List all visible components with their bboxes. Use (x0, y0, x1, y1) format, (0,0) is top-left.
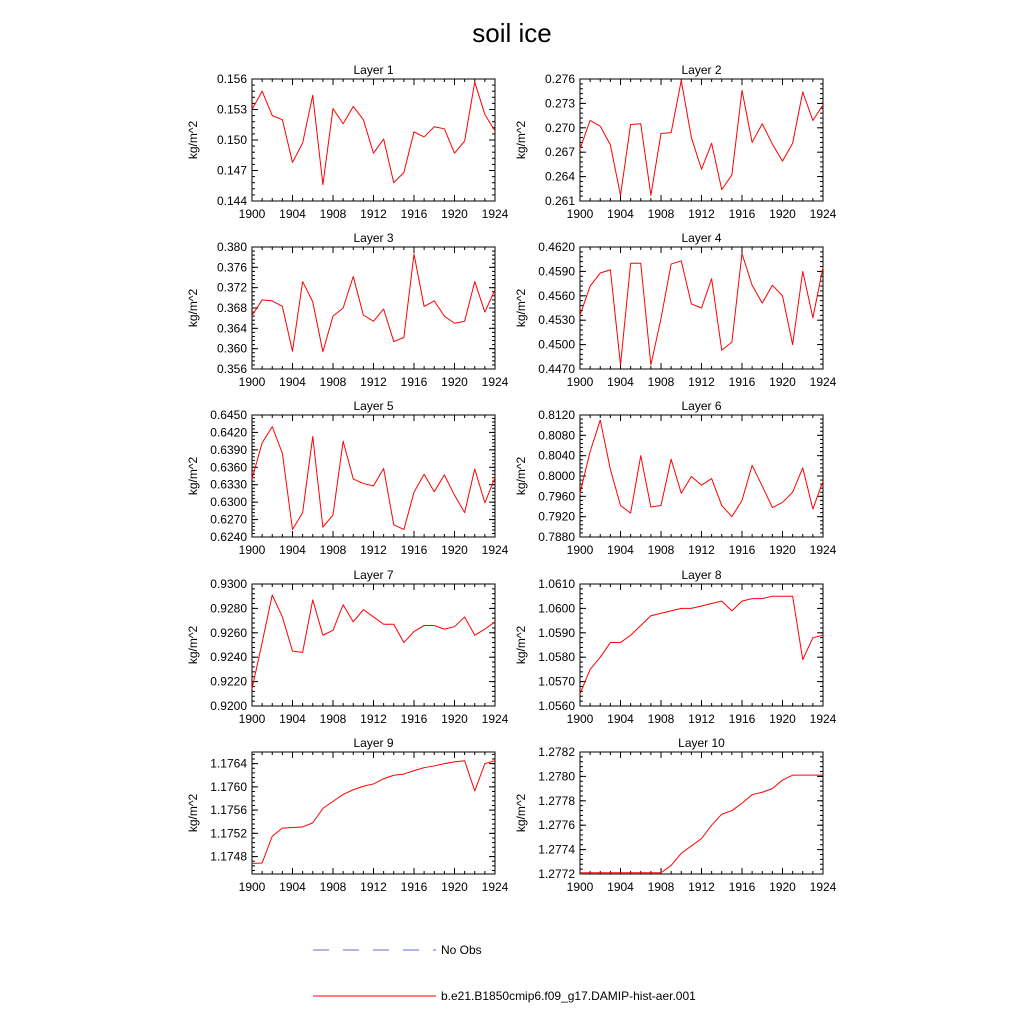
x-tick-label: 1900 (238, 712, 266, 726)
legend (313, 943, 696, 1003)
x-tick-label: 1908 (647, 880, 675, 894)
panels-group (186, 63, 837, 894)
x-tick-label: 1924 (481, 375, 509, 389)
panel-title: Layer 8 (681, 568, 722, 582)
y-tick-label: 0.4500 (538, 337, 575, 352)
y-tick-label: 0.144 (216, 194, 247, 208)
y-tick-label: 0.156 (216, 72, 247, 86)
series-line (252, 254, 495, 352)
x-tick-label: 1924 (481, 880, 509, 894)
y-tick-label: 0.356 (216, 362, 247, 376)
x-tick-label: 1916 (728, 375, 756, 389)
y-tick-label: 1.2778 (538, 793, 575, 808)
y-tick-label: 0.9260 (210, 625, 247, 640)
x-tick-label: 1920 (769, 207, 796, 221)
y-tick-label: 0.7920 (538, 509, 575, 524)
x-tick-label: 1912 (688, 880, 715, 894)
y-tick-label: 0.6240 (210, 530, 247, 544)
y-tick-label: 0.6270 (210, 512, 247, 527)
y-tick-label: 0.6390 (210, 442, 247, 457)
y-tick-label: 0.364 (216, 321, 247, 336)
panel-title: Layer 6 (681, 399, 722, 413)
plot-frame (252, 247, 495, 369)
y-tick-label: 0.8120 (538, 408, 575, 422)
x-tick-label: 1908 (319, 712, 347, 726)
plot-frame (580, 584, 823, 706)
x-tick-label: 1908 (647, 712, 675, 726)
x-tick-label: 1900 (566, 375, 594, 389)
x-tick-label: 1900 (566, 207, 594, 221)
y-tick-label: 0.4470 (538, 362, 575, 376)
y-axis-label: kg/m^2 (186, 793, 200, 833)
x-tick-label: 1912 (360, 207, 387, 221)
y-axis-label: kg/m^2 (514, 456, 528, 496)
x-tick-label: 1912 (360, 712, 387, 726)
x-tick-label: 1908 (647, 207, 675, 221)
y-tick-label: 0.380 (216, 240, 247, 254)
x-tick-label: 1920 (769, 880, 796, 894)
series-line (580, 81, 823, 196)
x-tick-label: 1904 (279, 880, 306, 894)
x-tick-label: 1908 (319, 543, 347, 557)
panel-title: Layer 1 (353, 63, 394, 77)
y-tick-label: 1.0590 (538, 625, 575, 640)
plot-frame (580, 415, 823, 537)
x-tick-label: 1924 (809, 880, 837, 894)
y-axis-label: kg/m^2 (186, 120, 200, 160)
x-tick-label: 1920 (441, 375, 468, 389)
y-tick-label: 1.0610 (538, 577, 575, 591)
y-tick-label: 1.1760 (210, 779, 247, 794)
y-tick-label: 1.2774 (538, 842, 575, 857)
y-tick-label: 0.9200 (210, 699, 247, 713)
x-tick-label: 1908 (647, 375, 675, 389)
plot-frame (580, 79, 823, 201)
y-tick-label: 0.276 (544, 72, 575, 86)
x-tick-label: 1900 (566, 543, 594, 557)
series-line (252, 427, 495, 530)
x-tick-label: 1904 (607, 543, 634, 557)
x-tick-label: 1920 (769, 375, 796, 389)
y-tick-label: 1.2780 (538, 769, 575, 784)
y-tick-label: 0.150 (216, 133, 247, 147)
x-tick-label: 1916 (728, 543, 756, 557)
legend-no-obs-label: No Obs (441, 943, 482, 957)
y-tick-label: 0.6360 (210, 460, 247, 475)
y-axis-label: kg/m^2 (514, 625, 528, 665)
x-tick-label: 1912 (360, 543, 387, 557)
y-tick-label: 0.270 (544, 120, 575, 135)
y-tick-label: 0.9240 (210, 650, 247, 665)
panel-title: Layer 2 (681, 63, 722, 77)
x-tick-label: 1916 (400, 880, 428, 894)
y-tick-label: 0.7880 (538, 530, 575, 544)
panel-layer-7 (186, 568, 509, 726)
y-tick-label: 0.376 (216, 260, 247, 275)
x-tick-label: 1916 (728, 207, 756, 221)
x-tick-label: 1920 (769, 543, 796, 557)
y-tick-label: 0.9300 (210, 577, 247, 591)
series-line (252, 595, 495, 689)
x-tick-label: 1900 (566, 712, 594, 726)
x-tick-label: 1908 (319, 375, 347, 389)
y-tick-label: 0.6330 (210, 477, 247, 492)
y-tick-label: 0.368 (216, 301, 247, 315)
x-tick-label: 1924 (481, 207, 509, 221)
plot-frame (252, 79, 495, 201)
x-tick-label: 1924 (481, 712, 509, 726)
plot-frame (252, 752, 495, 874)
y-tick-label: 0.273 (544, 96, 575, 111)
y-tick-label: 0.4530 (538, 313, 575, 328)
y-tick-label: 1.2776 (538, 818, 575, 833)
panel-title: Layer 5 (353, 399, 394, 413)
y-tick-label: 0.9220 (210, 674, 247, 689)
x-tick-label: 1916 (400, 712, 428, 726)
y-tick-label: 0.261 (544, 194, 575, 208)
panel-title: Layer 3 (353, 231, 394, 245)
x-tick-label: 1904 (607, 880, 634, 894)
panel-layer-10 (514, 736, 837, 894)
y-tick-label: 0.6420 (210, 425, 247, 440)
y-tick-label: 1.2772 (538, 867, 575, 881)
x-tick-label: 1920 (769, 712, 796, 726)
x-tick-label: 1900 (238, 880, 266, 894)
series-line (580, 596, 823, 694)
y-tick-label: 0.6300 (210, 495, 247, 510)
y-tick-label: 0.4620 (538, 240, 575, 254)
x-tick-label: 1900 (238, 207, 266, 221)
y-tick-label: 0.267 (544, 145, 575, 160)
x-tick-label: 1916 (728, 880, 756, 894)
x-tick-label: 1908 (647, 543, 675, 557)
y-axis-label: kg/m^2 (514, 120, 528, 160)
panel-layer-8 (514, 568, 837, 726)
y-axis-label: kg/m^2 (514, 288, 528, 328)
panel-layer-3 (186, 231, 509, 389)
y-tick-label: 1.1748 (210, 849, 247, 864)
y-tick-label: 0.7960 (538, 489, 575, 504)
x-tick-label: 1900 (238, 375, 266, 389)
figure-title: soil ice (472, 18, 552, 48)
y-axis-label: kg/m^2 (186, 288, 200, 328)
panel-title: Layer 10 (678, 736, 725, 750)
y-tick-label: 0.8040 (538, 448, 575, 463)
x-tick-label: 1904 (607, 712, 634, 726)
x-tick-label: 1924 (481, 543, 509, 557)
y-tick-label: 0.8000 (538, 469, 575, 483)
x-tick-label: 1912 (360, 375, 387, 389)
x-tick-label: 1924 (809, 207, 837, 221)
x-tick-label: 1924 (809, 712, 837, 726)
y-tick-label: 0.372 (216, 280, 247, 295)
panel-layer-4 (514, 231, 837, 389)
panel-layer-2 (514, 63, 837, 221)
series-line (580, 420, 823, 517)
x-tick-label: 1924 (809, 375, 837, 389)
x-tick-label: 1916 (400, 207, 428, 221)
y-tick-label: 0.8080 (538, 428, 575, 443)
y-tick-label: 1.0560 (538, 699, 575, 713)
panel-layer-1 (186, 63, 509, 221)
x-tick-label: 1916 (400, 375, 428, 389)
x-tick-label: 1916 (400, 543, 428, 557)
y-tick-label: 1.1764 (210, 756, 247, 771)
x-tick-label: 1920 (441, 207, 468, 221)
y-tick-label: 1.1752 (210, 826, 247, 841)
y-tick-label: 1.0600 (538, 601, 575, 616)
x-tick-label: 1904 (607, 375, 634, 389)
x-tick-label: 1904 (279, 207, 306, 221)
y-tick-label: 1.2782 (538, 745, 575, 759)
x-tick-label: 1912 (688, 207, 715, 221)
x-tick-label: 1904 (279, 543, 306, 557)
y-tick-label: 0.147 (216, 163, 247, 178)
series-line (580, 775, 823, 873)
plot-frame (580, 752, 823, 874)
x-tick-label: 1920 (441, 712, 468, 726)
panel-title: Layer 9 (353, 736, 394, 750)
x-tick-label: 1904 (279, 712, 306, 726)
y-axis-label: kg/m^2 (186, 625, 200, 665)
plot-frame (252, 415, 495, 537)
y-tick-label: 0.264 (544, 169, 575, 184)
series-line (252, 82, 495, 185)
x-tick-label: 1904 (279, 375, 306, 389)
plot-frame (252, 584, 495, 706)
x-tick-label: 1912 (688, 375, 715, 389)
x-tick-label: 1912 (688, 543, 715, 557)
y-tick-label: 0.4560 (538, 288, 575, 303)
panel-layer-6 (514, 399, 837, 557)
x-tick-label: 1912 (360, 880, 387, 894)
panel-layer-5 (186, 399, 509, 557)
x-tick-label: 1900 (238, 543, 266, 557)
y-tick-label: 0.9280 (210, 601, 247, 616)
y-axis-label: kg/m^2 (186, 456, 200, 496)
y-tick-label: 1.0570 (538, 674, 575, 689)
series-line (252, 761, 495, 864)
y-tick-label: 1.0580 (538, 650, 575, 665)
y-tick-label: 0.6450 (210, 408, 247, 422)
x-tick-label: 1908 (319, 207, 347, 221)
x-tick-label: 1908 (319, 880, 347, 894)
series-line (580, 254, 823, 365)
panel-title: Layer 7 (353, 568, 394, 582)
x-tick-label: 1916 (728, 712, 756, 726)
x-tick-label: 1912 (688, 712, 715, 726)
x-tick-label: 1900 (566, 880, 594, 894)
y-axis-label: kg/m^2 (514, 793, 528, 833)
panel-title: Layer 4 (681, 231, 722, 245)
x-tick-label: 1924 (809, 543, 837, 557)
legend-model-label: b.e21.B1850cmip6.f09_g17.DAMIP-hist-aer.001 (441, 989, 696, 1003)
x-tick-label: 1904 (607, 207, 634, 221)
x-tick-label: 1920 (441, 880, 468, 894)
panel-layer-9 (186, 736, 509, 894)
y-tick-label: 0.153 (216, 102, 247, 117)
y-tick-label: 1.1756 (210, 803, 247, 818)
x-tick-label: 1920 (441, 543, 468, 557)
y-tick-label: 0.360 (216, 341, 247, 356)
y-tick-label: 0.4590 (538, 264, 575, 279)
